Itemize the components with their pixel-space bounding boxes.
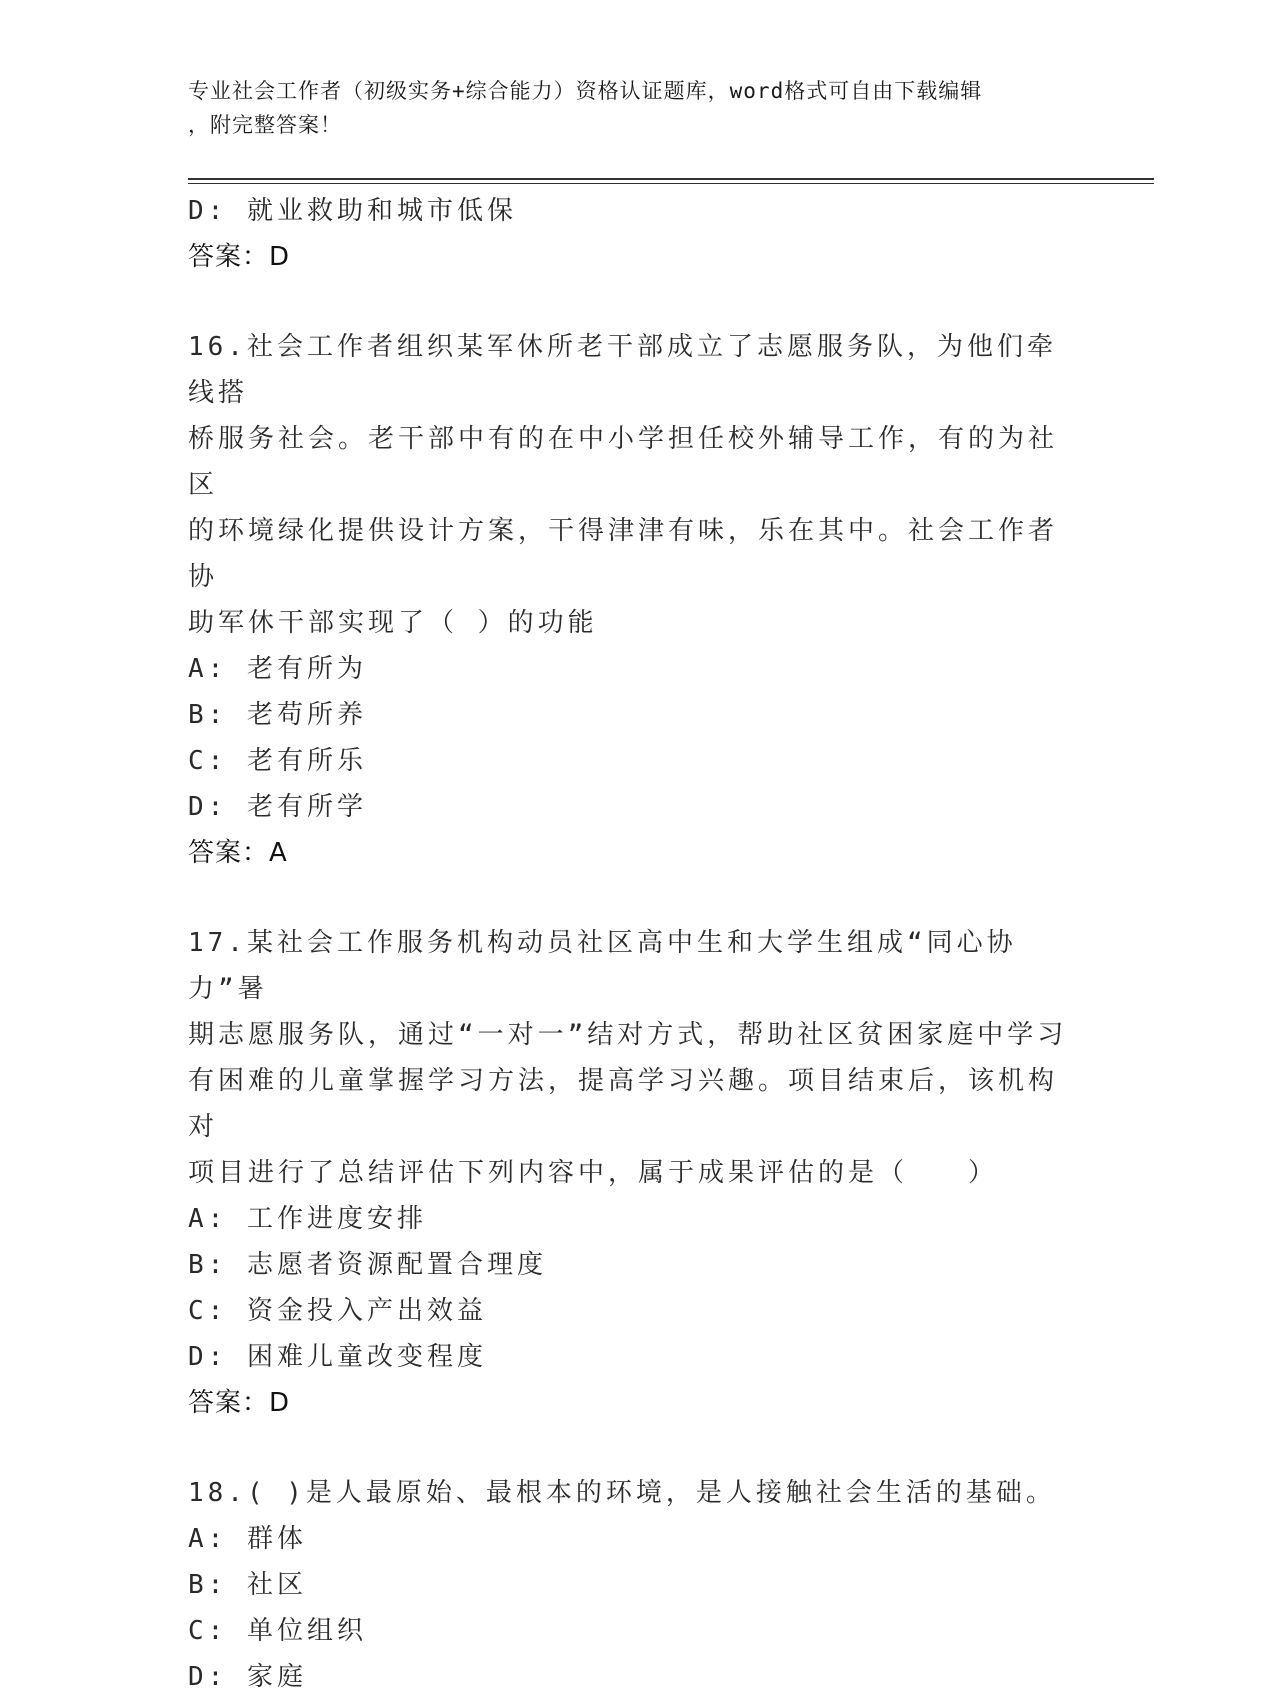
question-17-option-b: B: 志愿者资源配置合理度 xyxy=(188,1250,547,1280)
question-17 xyxy=(188,920,1088,1426)
question-16 xyxy=(188,324,1088,876)
question-16-option-c: C: 老有所乐 xyxy=(188,746,367,776)
header-divider-thin xyxy=(188,183,1154,184)
question-16-option-d: D: 老有所学 xyxy=(188,792,367,822)
question-17-option-c: C: 资金投入产出效益 xyxy=(188,1296,487,1326)
stem-line: 期志愿服务队，通过“一对一”结对方式，帮助社区贫困家庭中学习 xyxy=(188,1020,1068,1050)
stem-line: 助军休干部实现了（ ）的功能 xyxy=(188,608,598,638)
prev-option-d: D: 就业救助和城市低保 xyxy=(188,196,517,226)
header-line-1: 专业社会工作者（初级实务+综合能力）资格认证题库，word格式可自由下载编辑 xyxy=(188,79,983,103)
question-17-stem xyxy=(188,920,1078,1196)
stem-line: 项目进行了总结评估下列内容中，属于成果评估的是（ ） xyxy=(188,1158,999,1188)
question-18-option-c: C: 单位组织 xyxy=(188,1616,367,1646)
stem-line: 有困难的儿童掌握学习方法，提高学习兴趣。项目结束后，该机构对 xyxy=(188,1066,1059,1142)
question-17-option-d: D: 困难儿童改变程度 xyxy=(188,1342,487,1372)
stem-line: 17.某社会工作服务机构动员社区高中生和大学生组成“同心协力”暑 xyxy=(188,928,1017,1004)
header-divider-thick xyxy=(188,178,1154,180)
question-17-option-a: A: 工作进度安排 xyxy=(188,1204,427,1234)
question-18-option-b: B: 社区 xyxy=(188,1570,307,1600)
question-16-stem xyxy=(188,324,1078,646)
question-16-option-a: A: 老有所为 xyxy=(188,654,367,684)
header-line-2: ，附完整答案！ xyxy=(188,113,342,137)
question-18-option-a: A: 群体 xyxy=(188,1524,307,1554)
stem-line: 桥服务社会。老干部中有的在中小学担任校外辅导工作，有的为社区 xyxy=(188,424,1059,500)
question-18-stem xyxy=(188,1470,1078,1516)
question-18 xyxy=(188,1470,1088,1700)
document-header xyxy=(188,74,1088,142)
stem-line: 16.社会工作者组织某军休所老干部成立了志愿服务队，为他们牵线搭 xyxy=(188,332,1057,408)
prev-answer: 答案：D xyxy=(188,242,291,272)
question-17-answer: 答案：D xyxy=(188,1388,291,1418)
question-16-option-b: B: 老苟所养 xyxy=(188,700,367,730)
question-18-option-d: D: 家庭 xyxy=(188,1662,307,1692)
question-content xyxy=(188,188,1088,1700)
question-16-answer: 答案：A xyxy=(188,838,288,868)
stem-line: 的环境绿化提供设计方案，干得津津有味，乐在其中。社会工作者协 xyxy=(188,516,1059,592)
stem-line: 18.( )是人最原始、最根本的环境，是人接触社会生活的基础。 xyxy=(188,1478,1056,1508)
